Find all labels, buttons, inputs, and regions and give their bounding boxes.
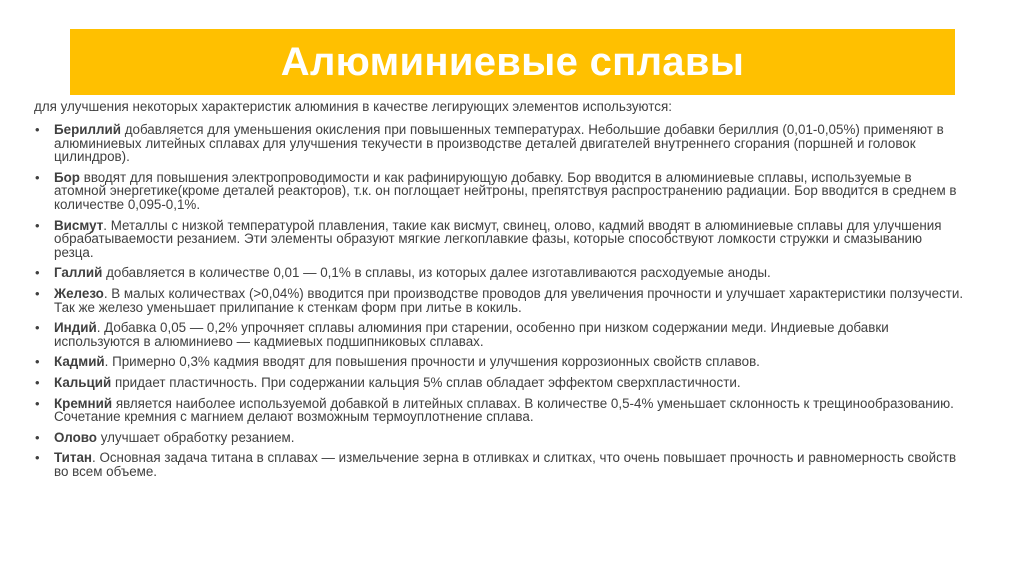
element-description: . Добавка 0,05 — 0,2% упрочняет сплавы алюминия при старении, особенно при низком содержании меди. Индиевые добавки используются в алюминиево — кадмиевых подшипниковых сплавах.	[54, 320, 889, 349]
bullet-icon: •	[35, 122, 40, 137]
element-description: добавляется в количестве 0,01 — 0,1% в сплавы, из которых далее изготавливаются расходуемые аноды.	[102, 265, 771, 281]
element-term: Олово	[54, 429, 97, 445]
bullet-icon: •	[35, 395, 40, 411]
element-description: . Основная задача титана в сплавах — измельчение зерна в отливках и слитках, что очень повышает прочность и равномерность свойств во всем объеме.	[54, 450, 957, 479]
element-description: вводят для повышения электропроводимости и как рафинирующую добавку. Бор вводится в алюминиевые сплавы, используемые в атомной энергетике(кроме деталей реакторов), т.к. он поглощает нейтроны, препятствуя распространению радиации. Бор вводится в среднем в количестве 0,095-0,1%.	[54, 169, 957, 212]
bullet-icon: •	[35, 217, 40, 233]
slide-content	[34, 99, 964, 485]
list-item	[34, 287, 964, 314]
element-description: . В малых количествах (>0,04%) вводится при производстве проводов для увеличения прочности и улучшает характеристики ползучести. Так же железо уменьшает прилипание к стенкам форм при литье в кокиль.	[54, 285, 964, 315]
list-item	[34, 451, 964, 478]
element-description: . Металлы с низкой температурой плавления, такие как висмут, свинец, олово, кадмий вводят в алюминиевые сплавы для улучшения обрабатываемости резанием. Эти элементы образуют мягкие легкоплавкие фазы, которые способствуют ломкости стружки и смазыванию резца.	[54, 217, 942, 260]
intro-text: для улучшения некоторых характеристик алюминия в качестве легирующих элементов используются:	[34, 99, 672, 114]
element-term: Титан	[54, 450, 92, 466]
bullet-icon: •	[35, 320, 40, 336]
element-description: . Примерно 0,3% кадмия вводят для повышения прочности и улучшения коррозионных свойств сплавов.	[104, 354, 760, 370]
list-item	[34, 376, 964, 390]
element-description: является наиболее используемой добавкой в литейных сплавах. В количестве 0,5-4% уменьшает склонность к трещинообразованию. Сочетание кремния с магнием делают возможным термоуплотнение сплава.	[54, 395, 954, 425]
bullet-icon: •	[35, 265, 40, 281]
list-item	[34, 355, 964, 369]
bullet-icon: •	[35, 450, 40, 466]
element-description: придает пластичность. При содержании кальция 5% сплав обладает эффектом сверхпластичности.	[111, 374, 741, 390]
title-banner	[70, 29, 955, 95]
element-term: Кальций	[54, 374, 112, 390]
list-item	[34, 266, 964, 280]
element-term: Бор	[54, 169, 80, 185]
list-item	[34, 219, 964, 260]
element-term: Железо	[54, 285, 104, 301]
list-item	[34, 321, 964, 348]
bullet-icon: •	[35, 354, 40, 370]
bullet-icon: •	[35, 429, 40, 445]
page-title: Алюминиевые сплавы	[280, 39, 745, 84]
element-description: улучшает обработку резанием.	[96, 429, 295, 445]
element-term: Кадмий	[54, 354, 105, 370]
elements-list	[34, 123, 964, 478]
list-item	[34, 171, 964, 212]
bullet-icon: •	[35, 169, 40, 185]
list-item	[34, 397, 964, 424]
element-term: Бериллий	[54, 122, 121, 137]
bullet-icon: •	[35, 374, 40, 390]
element-term: Галлий	[54, 265, 103, 281]
list-item	[34, 431, 964, 445]
element-term: Кремний	[54, 395, 113, 411]
element-term: Индий	[54, 320, 97, 336]
bullet-icon: •	[35, 285, 40, 301]
element-description: добавляется для уменьшения окисления при повышенных температурах. Небольшие добавки бериллия (0,01-0,05%) применяют в алюминиевых литейных сплавах для улучшения текучести в производстве деталей двигателей внутреннего сгорания (поршней и головок цилиндров).	[54, 122, 944, 165]
list-item	[34, 123, 964, 164]
element-term: Висмут	[54, 217, 104, 233]
